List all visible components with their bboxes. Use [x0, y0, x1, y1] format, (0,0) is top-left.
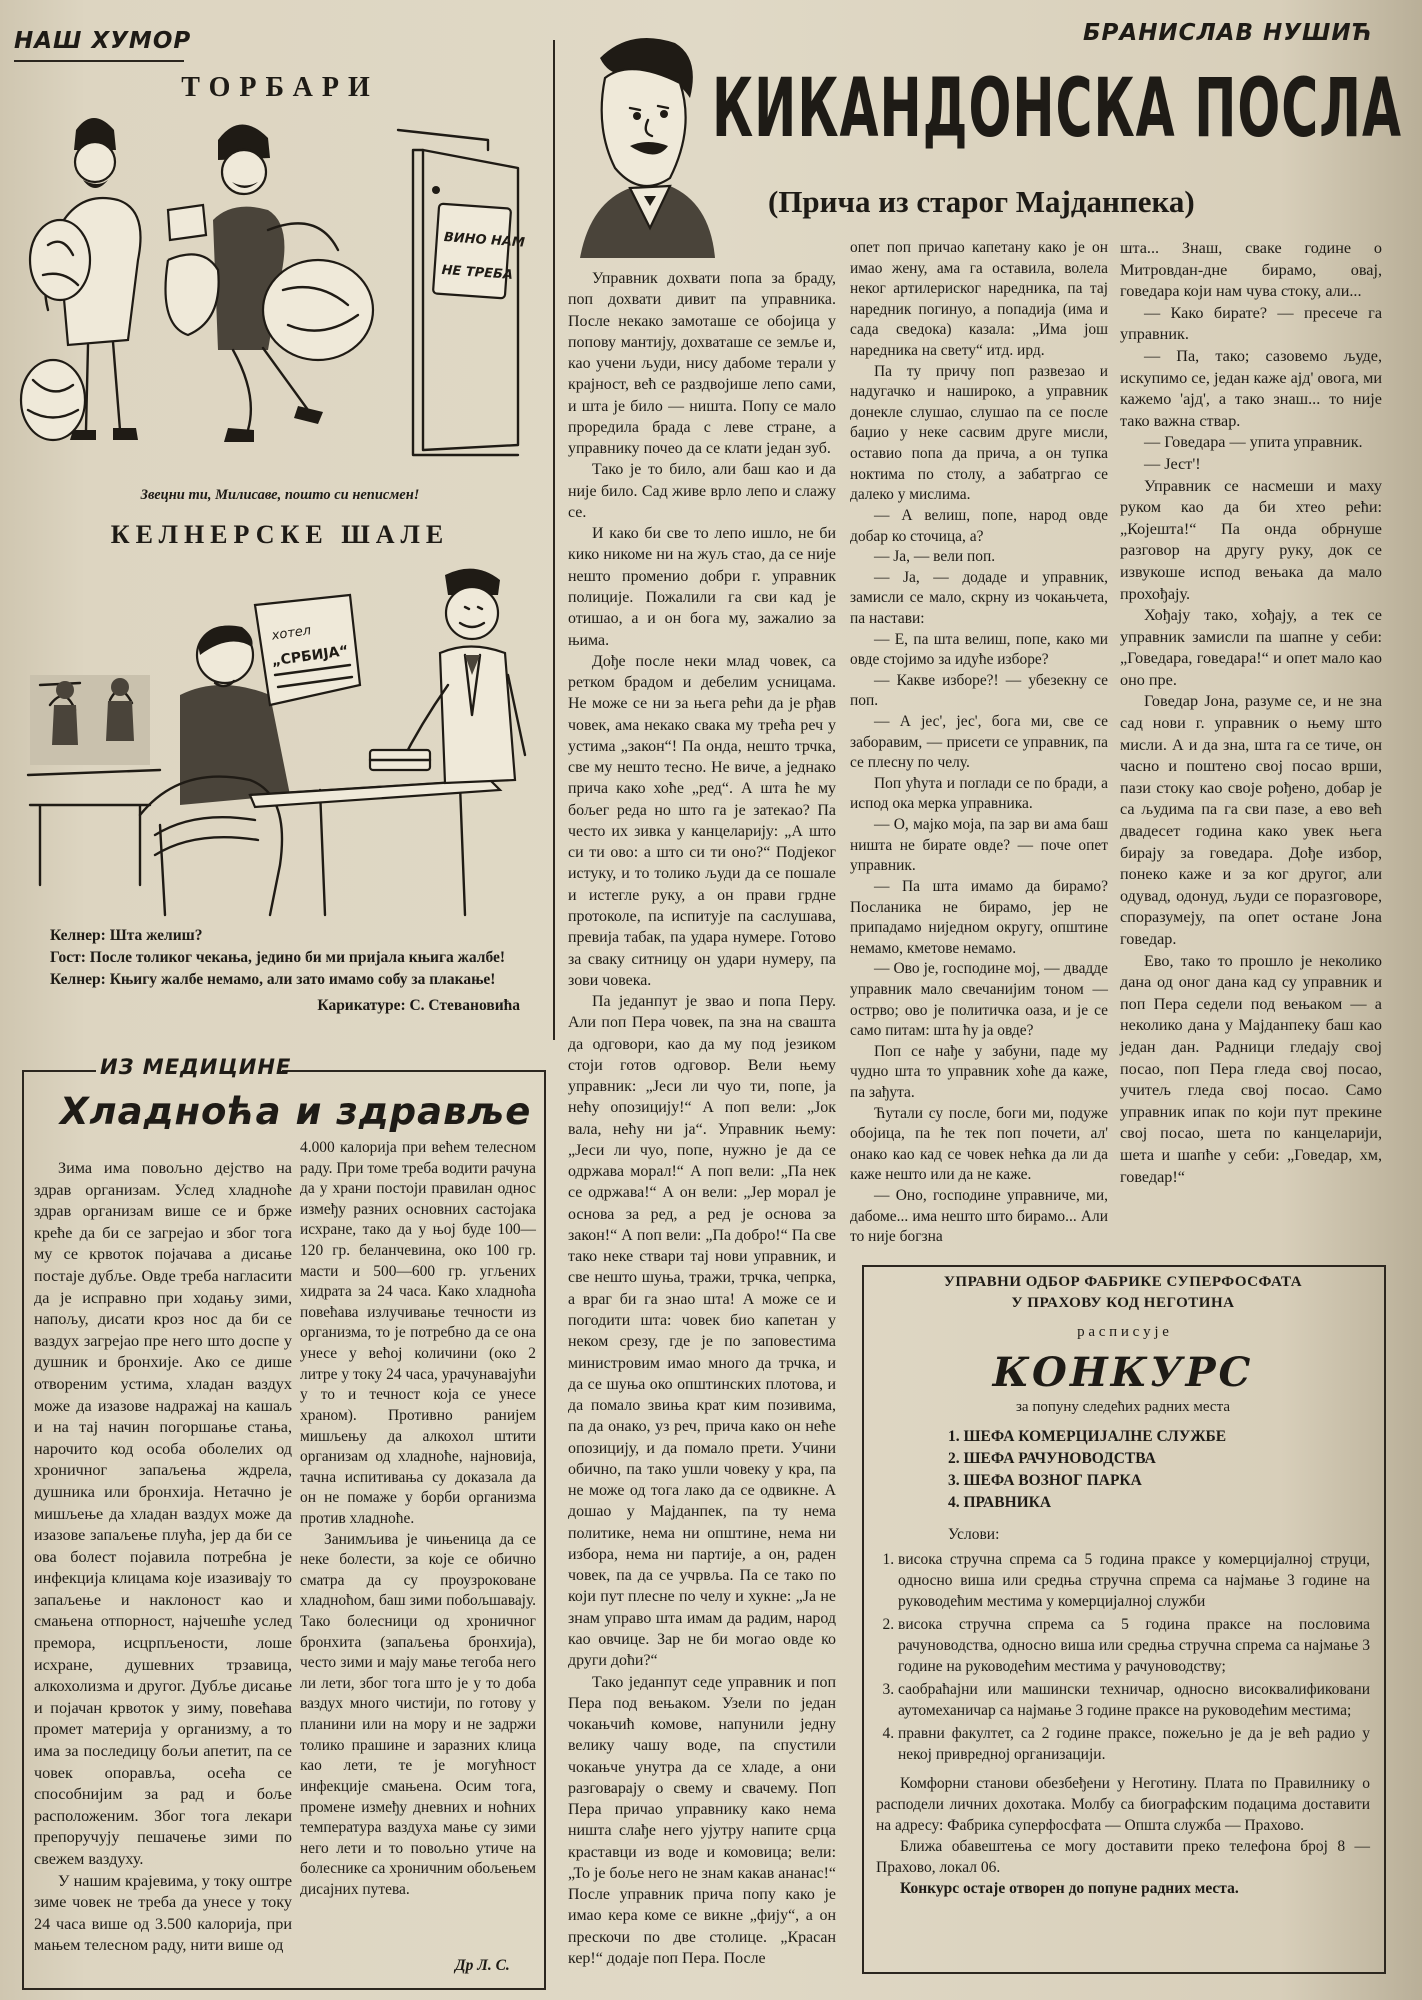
paragraph: Занимљива је чињеница да се неке болести, за које се обично сматра да су проузроковане хладноћом, баш зими побољшавају. Тако болесници од хроничног бронхита (запаљења бронхија), често зими и мају мање тегоба него ли лети, због тога што је у то доба ваздух много чистији, по готову у планини или на мору и не задржи толико прашине и заразних клица као лети, те је могућност инфекције смањена. Осим тога, промене између дневних и ноћних температура ваздуха мање су зими него лети и то повољно утиче на болеснике са хроничним обољењем дисајних путева. [300, 1530, 537, 1898]
paragraph: — О, мајко моја, па зар ви ама баш ништа не бирате овде? — поче опет управник. [850, 816, 1108, 875]
kelnerske-cartoon [20, 565, 540, 920]
medicine-box-top-right [282, 1070, 544, 1072]
paragraph: Зима има повољно дејство на здрав организам. Услед хладноће здрав организам више се и брже креће да би се загрејао и због тога му се крвоток појачава а дисање постаје дубље. Овде треба нагласити да је исправно при ходању зими, напољу, дисати кроз нос да би се ваздух загрејао пре него што доспе у душник и бронхије. Ако се дише отвореним устима, хладан ваздух може да изазове надражај на кашаљ и на тај начин погоршање стања, нарочито код особа оболелих од хроничног запаљења ждрела, душника или бронхија. Нетачно је мишљење да хладан ваздух може да изазове запаљење плућа, јер да би се ова болест појавила потребна је инфекција клицама које изазивају то запаљење и наклоност као и смањена отпорност, најчешће услед премора, исцрпљености, лоше исхране, душевних трзавица, алкохолизма и другог. Дубље дисање и појачан крвоток у зиму, повећава промет материја у организму, а то има за последицу бољи апетит, па се човек опоравља, осећа се способнијим за рад и боље расположеним. Због тога лекари препоручују пешачење зими по свежем ваздуху. [34, 1159, 292, 1868]
position-item: 4. ПРАВНИКА [948, 1494, 1052, 1511]
paragraph: шта... Знаш, сваке године о Митровдан-дне бирамо, овај, говедара који нам чува стоку, али... [1120, 239, 1382, 301]
paragraph: — Какве изборе?! — убезекну се поп. [850, 671, 1108, 710]
header-right: БРАНИСЛАВ НУШИЋ [1083, 20, 1373, 46]
paragraph: 4.000 калорија при већем телесном раду. При томе треба водити рачуна да у храни постоји правилан однос између разних основних састојака исхране, тако да у њој буде 100—120 гр. беланчевина, око 100 гр. масти и 500—600 гр. угљених хидрата за 24 часа. Како хладноћа повећава излучивање течности из организма, то је потребно да се она унесе у већој количини (око 2 литре у току 24 часа, урачунавајући у то и течност која се унесе храном). Противно ранијем мишљењу да алкохол штити организам од хладноће, најновија, тачна испитивања су доказала да он не помаже у борби организма против хладноће. [300, 1139, 536, 1527]
konkurs-content [876, 1272, 1370, 1899]
ad-announces: р а с п и с у ј е [1077, 1324, 1169, 1340]
paragraph: У нашим крајевима, у току оштре зиме човек не треба да унесе у току 24 часа више од 3.500 калорија, при мањем телесном раду, нити више од [34, 1871, 292, 1955]
ad-location: У ПРАХОВУ КОД НЕГОТИНА [1011, 1295, 1235, 1311]
ad-conditions [876, 1549, 1370, 1765]
paragraph: — А велиш, попе, народ овде добар ко сточица, а? [850, 506, 1108, 545]
dialogue-line: Келнер: Књигу жалбе немамо, али зато имамо собу за плакање! [50, 971, 496, 988]
medicine-col1 [34, 1158, 292, 1957]
ad-title: КОНКУРС [992, 1349, 1254, 1396]
dialogue-line: Гост: После толиког чекања, једино би ми пријала књига жалбе! [50, 949, 506, 966]
ad-closing: Конкурс остаје отворен до попуне радних места. [900, 1880, 1239, 1897]
column-separator [553, 40, 555, 1040]
condition-item: 2. висока стручна спрема са 5 година праксе на пословима рачуноводства, односно виша или средња стручна спрема са најмање 3 године на руководећим местима у рачуноводству; [898, 1614, 1370, 1677]
paragraph: Управник се насмеши и маху руком као да би хтео рећи: „Којешта!“ Па онда обрнуше разговор на другу руку, док се извукоше испод вењака да мало прохођају. [1120, 476, 1382, 603]
position-item: 2. ШЕФА РАЧУНОВОДСТВА [948, 1450, 1156, 1467]
position-item: 3. ШЕФА ВОЗНОГ ПАРКА [948, 1472, 1142, 1489]
paragraph: — Па шта имамо да бирамо? Посланика не бирамо, јер не припадамо ниједном округу, општине немамо, кметове немамо. [850, 877, 1108, 957]
paragraph: Поп ућута и поглади се по бради, а испод ока мерка управника. [850, 774, 1108, 813]
medicine-box-top-left [22, 1070, 96, 1072]
header-rule [14, 60, 184, 62]
ad-conditions-label: Услови: [948, 1526, 1000, 1543]
paragraph: Ево, тако то прошло је неколико дана од оног дана кад су управник и поп Пера седели под вењаком — а неколико дана у Мајданпеку баш као један дан. Радници гледају свој посао, поп Пера гледа свој посао, учитељ гледа свој посао. Само управник ипак по који пут прекине свој посао, шета по канцеларији, шета и шапће у себи: „Говедар, хм, говедар!“ [1120, 951, 1382, 1186]
paragraph: опет поп причао капетану како је он имао жену, ама га оставила, волела неког артилериског наредника, па тај наредник погинуо, а попадија (има и сада сведока) казала: „Има још наредника на свету“ итд. ирд. [850, 239, 1108, 360]
dialogue-line: Келнер: Шта желиш? [50, 927, 203, 944]
newspaper-line1: хотел [270, 623, 313, 644]
kelnerske-title: КЕЛНЕРСКЕ ШАЛЕ [110, 520, 450, 549]
story-col3 [1120, 238, 1382, 1188]
story-col2 [850, 238, 1108, 1248]
torbari-title: ТОРБАРИ [181, 72, 379, 103]
paragraph: — Ово је, господине мој, — двадде управник мало свечанијим тоном — острво; ово је политичка оаза, и је се само питам: шта ћу ја овде? [850, 960, 1108, 1040]
medicine-title: Хладноћа и здравље [60, 1090, 532, 1133]
paragraph: — Како бирате? — пресече га управник. [1120, 303, 1382, 344]
header-left: НАШ ХУМОР [14, 28, 192, 54]
story-subtitle: (Прича из старог Мајданпека) [768, 184, 1195, 219]
paragraph: — Оно, господине управниче, ми, дабоме... има нешто што бирамо... Али то није богзна [850, 1187, 1108, 1246]
paragraph: Управник дохвати попа за браду, поп дохвати дивит па управника. После некако замоташе се обојица у попову мантију, дохваташе се земље и, као учени људи, нису дабоме терали у крајност, већ се раздвојише лепо сами, и шта је било — ништа. Попу се мало проредила брада с леве стране, а управнику почео да се клати један зуб. [568, 270, 836, 458]
medicine-section-label: ИЗ МЕДИЦИНЕ [100, 1055, 292, 1079]
paragraph: Говедар Јона, разуме се, и не зна сад нови г. управник о њему што мисли. А и да зна, шта га се тиче, он часно и поштено свој посао врши, пази стоку као своје рођено, добар је са људима па га сви пазе, а ево већ двадесет година како увек њега бирају за говедара. Дође избор, понеко каже и за ког другог, али одувад, одонуд, људи се поразговоре, споразумеју, па опет остане Јона говедар. [1120, 692, 1382, 948]
nusic-portrait [560, 28, 720, 258]
torbari-cartoon [18, 110, 538, 480]
paragraph: — Па, тако; сазовемо људе, искупимо се, један каже ајд' овога, ми кажемо 'ајд', а тако знаш... то није тако важна ствар. [1120, 346, 1382, 430]
position-item: 1. ШЕФА КОМЕРЦИЈАЛНЕ СЛУЖБЕ [948, 1428, 1227, 1445]
paragraph: — Ја, — вели поп. [874, 548, 996, 566]
story-title: КИКАНДОНСКА ПОСЛА [712, 62, 1402, 157]
torbari-caption: Звецни ти, Милисаве, пошто си неписмен! [140, 487, 420, 503]
kelnerske-dialogue [22, 925, 540, 1017]
paragraph: Тако је то било, али баш као и да није било. Сад живе врло лепо и слажу се. [568, 461, 836, 521]
ad-closing: Комфорни станови обезбеђени у Неготину. Плата по Правилнику о расподели личних дохотака. Молбу са биографским подацима доставити на адресу: Фабрика суперфосфата — Општа служба — Прахово. [876, 1775, 1370, 1834]
paragraph: Тако једанпут седе управник и поп Пера под вењаком. Узели по један чокањчић комове, напунили једну велику чашу воде, па спустили чокањче унутра да се хладе, а они разговарају о свему и свачему. Поп Пера причао управнику како нема ништа слађе него ујутру напите срца краставци из воде и комовица; вели: „То је боље него не знам какав ананас!“ После управник прича попу како је имао кера коме се викне „фију“, а он прескочи по две столице. „Красан кер!“ додаје поп Пера. После [568, 1673, 836, 1967]
paragraph: Па ту причу поп развезао и надугачко и нашироко, а управник донекле слушао, слушао па се после баџио у неке сасвим друге мисли, оставио попа да прича, а он тупка ноктима по столу, а забатргао се далеко у мислима. [850, 362, 1108, 504]
ad-closing: Ближа обавештења се могу доставити преко телефона број 8 — Прахово, локал 06. [876, 1838, 1370, 1876]
condition-item: 4. правни факултет, са 2 године праксе, пожељно је да је већ радио у некој привредној организацији. [898, 1723, 1370, 1765]
paragraph: Па једанпут је звао и попа Перу. Али поп Пера човек, па зна на свашта да одговори, као да му под језиком стоји готов одговор. Вели њему управник: „Јеси ли чуо ти, попе, ја нећу опозицију!“ А поп вели: „Јок вала, нећу ни ја“. Управник њему: „Јеси ли чуо, попе, нужно је да се одржава морал!“ А поп вели: „Па нек се одржава!“ А он вели: „Јер морал је основа за ред, а ред је основа за закон!“ А поп вели: „Па добро!“ Па све тако неке ствари тај нови управник, и све нешто шуња, тражи, трчка, чепрка, а враг би га знао шта! А може се и погодити шта: човек био капетан у неком срезу, где је по заповестима министровим имао много да трчка, и да се шуња око општинских плотова, и да помало звиња крат ким позивима, па да онако, уз реч, прича како он неће опозицију, и да помало прети. Учини обично, па тако ушли човеку у кра, па не може од тога лако да се одвикне. А дошао у Мајданпек, па ту нема политике, нема ни општине, нема ни избора, нема ни партије, а он, раден човек, па да се учрвља. Па се тако по који пут плесне по челу и хукне: „Ја не знам управо шта имам да радим, народ као овчице. Зар не би могао овде ко други доћи?“ [568, 993, 836, 1670]
story-col1 [568, 268, 836, 1969]
condition-item: 1. висока стручна спрема са 5 година праксе у комерцијалној струци, односно виша или средња стручна спрема са најмање 3 године на руководећим местима у комерцијалној служби [898, 1549, 1370, 1612]
paragraph: Дође после неки млад човек, са ретком брадом и дебелим усницама. Не може се ни за њега рећи да је рђав човек, ама некако свака му трећа реч у устима „закон“! Па онда, нешто трчка, све му нешто тесно. Не виче, а једнако прича како хоће „ред“. А шта ће му бољег реда но што га је затекао? Па често их зивка у канцеларију: „А што си ти ово: а што си ти оно?“ Подјеког истуку, и то толико људи да се пошале и истегле руку, а он прави грдне протоколе, па испитује па саслушава, превија табак, па удара нумере. Готово за сваку ситницу он удари нумеру, па зови човека. [568, 652, 836, 989]
ad-intro: за попуну следећих радних места [1015, 1399, 1230, 1415]
paragraph: Поп се нађе у забуни, паде му чудно шта то управник хоће да каже, па зађута. [850, 1042, 1108, 1101]
cartoon-credit: Карикатуре: С. Стевановића [317, 997, 520, 1014]
paragraph: — Говедара — упита управник. [1144, 433, 1363, 452]
paragraph: — Јест'! [1144, 454, 1201, 473]
condition-item: 3. саобраћајни или машински техничар, односно високвалификовани аутомеханичар са најмање 3 године праксе на руководећим местима; [898, 1679, 1370, 1721]
paragraph: И како би све то лепо ишло, не би кико никоме ни на жуљ стао, да се није нешто променио добри г. управник полиције. Пожалили га сви кад је отишао, а и он бога му, зажалио за њима. [568, 525, 836, 649]
medicine-author: Др Л. С. [455, 1957, 510, 1974]
paragraph: Хођају тако, хођају, а тек се управник замисли па шапне у себи: „Говедара, говедара!“ и опет мало као оно пре. [1120, 606, 1382, 689]
paragraph: — Е, па шта велиш, попе, како ми овде стојимо за идуће изборе? [850, 630, 1108, 669]
ad-board: УПРАВНИ ОДБОР ФАБРИКЕ СУПЕРФОСФАТА [943, 1274, 1303, 1290]
paragraph: — Ја, — додаде и управник, замисли се мало, скрну из чокањчета, па настави: [850, 568, 1108, 627]
medicine-col2 [300, 1138, 536, 1901]
newspaper-line2: „СРБИЈА“ [270, 642, 350, 670]
door-sign-line1: ВИНО НАМ [443, 230, 526, 251]
paragraph: — А јес', јес', бога ми, све се заборавим, — присети се управник, па се плесну по челу. [850, 713, 1108, 772]
paragraph: Ћутали су после, боги ми, подуже обојица, па ће тек поп почети, ал' онако као кад се човек нећка да ли да каже нешто или да не каже. [850, 1104, 1108, 1184]
door-sign-line2: НЕ ТРЕБА [441, 262, 514, 283]
ad-positions [948, 1426, 1370, 1514]
